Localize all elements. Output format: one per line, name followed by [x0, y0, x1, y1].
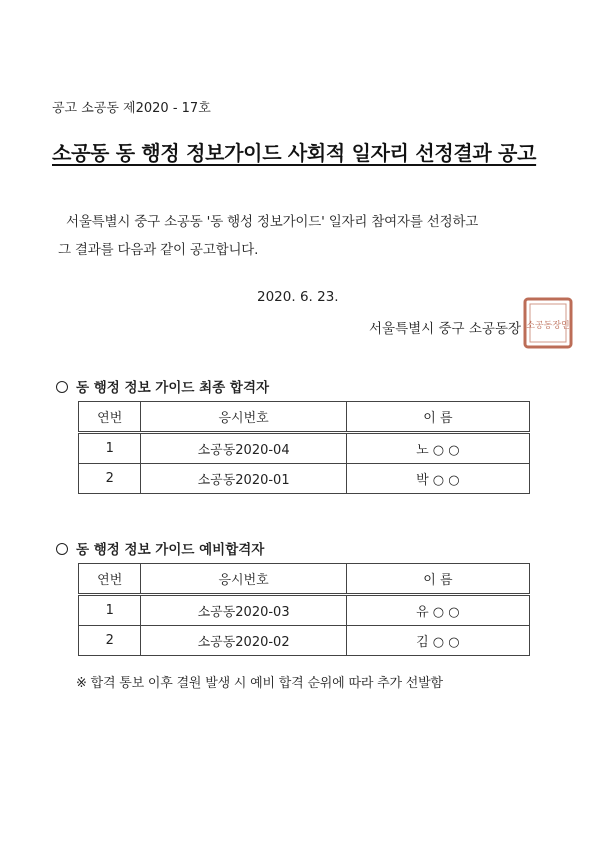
table-row — [79, 464, 530, 494]
section-title-reserve-label: 동 행정 정보 가이드 예비합격자 — [76, 542, 265, 558]
table-row — [79, 595, 530, 626]
cell-exam-number: 소공동2020-04 — [141, 433, 346, 464]
header-name: 이 름 — [346, 564, 529, 595]
cell-exam-number: 소공동2020-01 — [141, 464, 346, 494]
cell-seq: 1 — [79, 433, 141, 464]
circle-bullet-icon — [56, 543, 68, 555]
header-seq: 연번 — [79, 564, 141, 595]
table-header-row — [79, 564, 530, 595]
cell-seq: 2 — [79, 626, 141, 656]
table-row — [79, 433, 530, 464]
cell-exam-number: 소공동2020-02 — [141, 626, 346, 656]
header-seq: 연번 — [79, 402, 141, 433]
table-row — [79, 626, 530, 656]
reserve-results-table — [78, 563, 530, 656]
official-seal-icon — [522, 296, 574, 350]
section-title-reserve — [56, 538, 264, 558]
footnote: ※ 합격 통보 이후 결원 발생 시 예비 합격 순위에 따라 추가 선발함 — [76, 676, 443, 691]
cell-exam-number: 소공동2020-03 — [141, 595, 346, 626]
issuer-name: 서울특별시 중구 소공동장 — [369, 321, 522, 337]
document-number: 공고 소공동 제2020 - 17호 — [52, 101, 211, 116]
final-results-table — [78, 401, 530, 494]
header-exam-number: 응시번호 — [141, 564, 346, 595]
cell-seq: 2 — [79, 464, 141, 494]
cell-seq: 1 — [79, 595, 141, 626]
body-text-line-1: 서울특별시 중구 소공동 '동 행성 정보가이드' 일자리 참여자를 선정하고 — [66, 214, 479, 230]
body-text-line-2: 그 결과를 다음과 같이 공고합니다. — [58, 242, 259, 258]
cell-name: 유 ○ ○ — [346, 595, 529, 626]
announcement-date: 2020. 6. 23. — [257, 289, 339, 305]
header-exam-number: 응시번호 — [141, 402, 346, 433]
circle-bullet-icon — [56, 381, 68, 393]
cell-name: 박 ○ ○ — [346, 464, 529, 494]
section-title-final-label: 동 행정 정보 가이드 최종 합격자 — [76, 380, 270, 396]
cell-name: 김 ○ ○ — [346, 626, 529, 656]
section-title-final — [56, 376, 269, 396]
cell-name: 노 ○ ○ — [346, 433, 529, 464]
seal-text: 소공동장인 — [526, 321, 570, 331]
document-title: 소공동 동 행정 정보가이드 사회적 일자리 선정결과 공고 — [52, 141, 537, 165]
table-header-row — [79, 402, 530, 433]
header-name: 이 름 — [346, 402, 529, 433]
